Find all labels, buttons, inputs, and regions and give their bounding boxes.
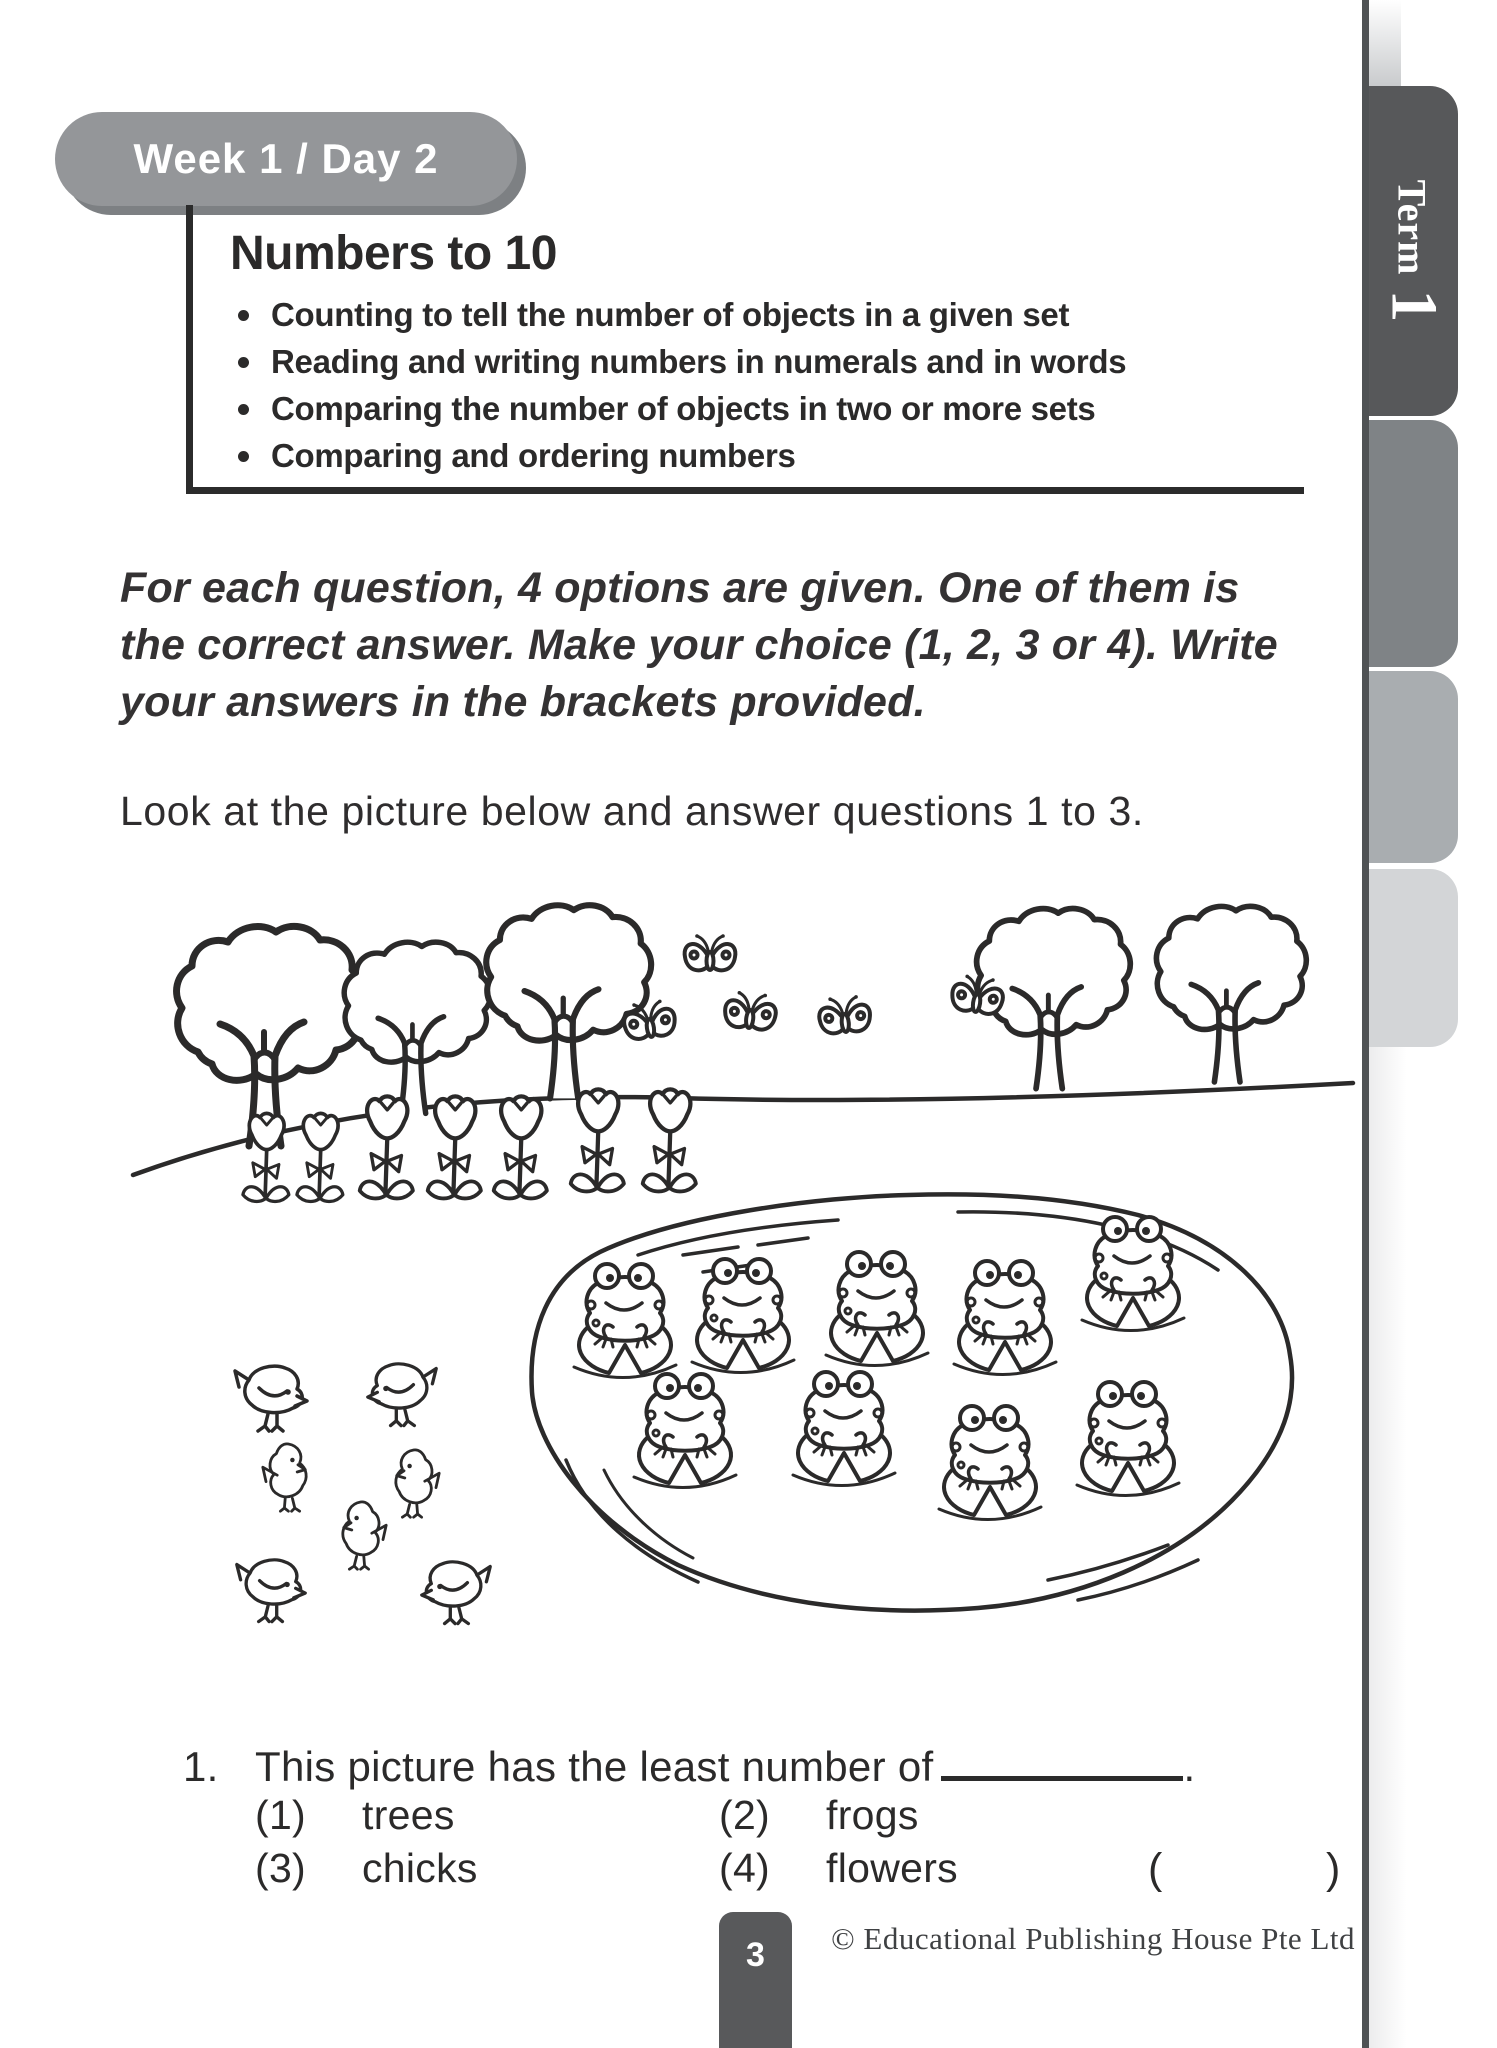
side-tab-2	[1369, 420, 1458, 667]
page-number-tab	[719, 1912, 792, 2048]
side-tab-3	[1369, 671, 1458, 863]
bullet-text: Comparing the number of objects in two or more sets	[271, 390, 1096, 427]
picture-reference-note: Look at the picture below and answer questions 1 to 3.	[120, 788, 1144, 834]
chick	[343, 1502, 386, 1569]
copyright-notice: © Educational Publishing House Pte Ltd	[831, 1921, 1355, 1956]
bullet-dot-icon	[238, 451, 249, 462]
butterfly	[685, 934, 736, 970]
butterfly	[723, 990, 777, 1031]
park-scene-illustration	[118, 900, 1368, 1715]
option-1-number: (1)	[255, 1792, 307, 1838]
page-number: 3	[746, 1936, 765, 1974]
answer-blank-line	[941, 1738, 1183, 1781]
tulip-flower	[428, 1096, 481, 1198]
chick	[235, 1366, 307, 1431]
tulip-flower	[297, 1113, 343, 1201]
bullet-text: Reading and writing numbers in numerals and in words	[271, 343, 1127, 380]
option-1-label: trees	[362, 1792, 455, 1838]
chick	[263, 1444, 306, 1511]
option-3-number: (3)	[255, 1845, 307, 1891]
instruction-line: the correct answer. Make your choice (1, 2, 3 or 4). Write	[120, 621, 1278, 669]
term-number: 1	[1377, 289, 1451, 323]
side-tab-4	[1369, 869, 1458, 1047]
chick	[422, 1562, 490, 1624]
bullet-dot-icon	[238, 357, 249, 368]
instruction-line: your answers in the brackets provided.	[120, 678, 926, 726]
topic-title: Numbers to 10	[230, 227, 557, 280]
tulip-flower	[643, 1089, 696, 1191]
topic-bullet	[238, 437, 1278, 484]
week-day-label: Week 1 / Day 2	[133, 135, 439, 182]
bullet-dot-icon	[238, 404, 249, 415]
spine-shading	[1369, 1047, 1413, 2048]
test-instructions	[120, 560, 1278, 731]
butterflies-group	[622, 934, 1006, 1041]
tulip-flower	[360, 1096, 413, 1198]
week-day-badge	[55, 112, 517, 206]
option-2-number: (2)	[719, 1792, 771, 1838]
question-1	[183, 1738, 1195, 1791]
option-4-label: flowers	[826, 1845, 958, 1891]
tulip-flower	[243, 1113, 289, 1201]
question-period: .	[1183, 1743, 1196, 1790]
topic-bullet-list	[238, 296, 1278, 484]
tree	[344, 942, 490, 1113]
chick	[237, 1560, 305, 1622]
term-word: Term	[1389, 179, 1435, 276]
butterfly	[818, 994, 872, 1034]
tree	[486, 905, 651, 1098]
bullet-dot-icon	[238, 310, 249, 321]
pond	[532, 1194, 1293, 1610]
option-2-label: frogs	[826, 1792, 919, 1838]
flowers-group	[243, 1089, 696, 1201]
chicks-group	[235, 1364, 490, 1624]
tulip-flower	[494, 1096, 547, 1198]
bullet-text: Comparing and ordering numbers	[271, 437, 796, 474]
topic-bullet	[238, 390, 1278, 437]
tulip-flower	[571, 1089, 624, 1191]
tree	[1156, 906, 1306, 1082]
instruction-line: For each question, 4 options are given. One of them is	[120, 564, 1240, 612]
spine-shading	[1369, 0, 1401, 86]
answer-bracket-open: (	[1148, 1845, 1163, 1893]
option-4-number: (4)	[719, 1845, 771, 1891]
topic-bullet	[238, 296, 1278, 343]
chick	[368, 1364, 436, 1426]
spine-rule	[1362, 0, 1369, 2048]
answer-bracket-close: )	[1326, 1845, 1341, 1893]
topic-bullet	[238, 343, 1278, 390]
question-number: 1.	[183, 1743, 219, 1790]
chick	[396, 1450, 439, 1517]
bullet-text: Counting to tell the number of objects in a given set	[271, 296, 1070, 333]
term-tab	[1369, 86, 1458, 416]
option-3-label: chicks	[362, 1845, 478, 1891]
question-prompt: This picture has the least number of	[255, 1743, 934, 1790]
term-tab-label	[1376, 180, 1452, 323]
